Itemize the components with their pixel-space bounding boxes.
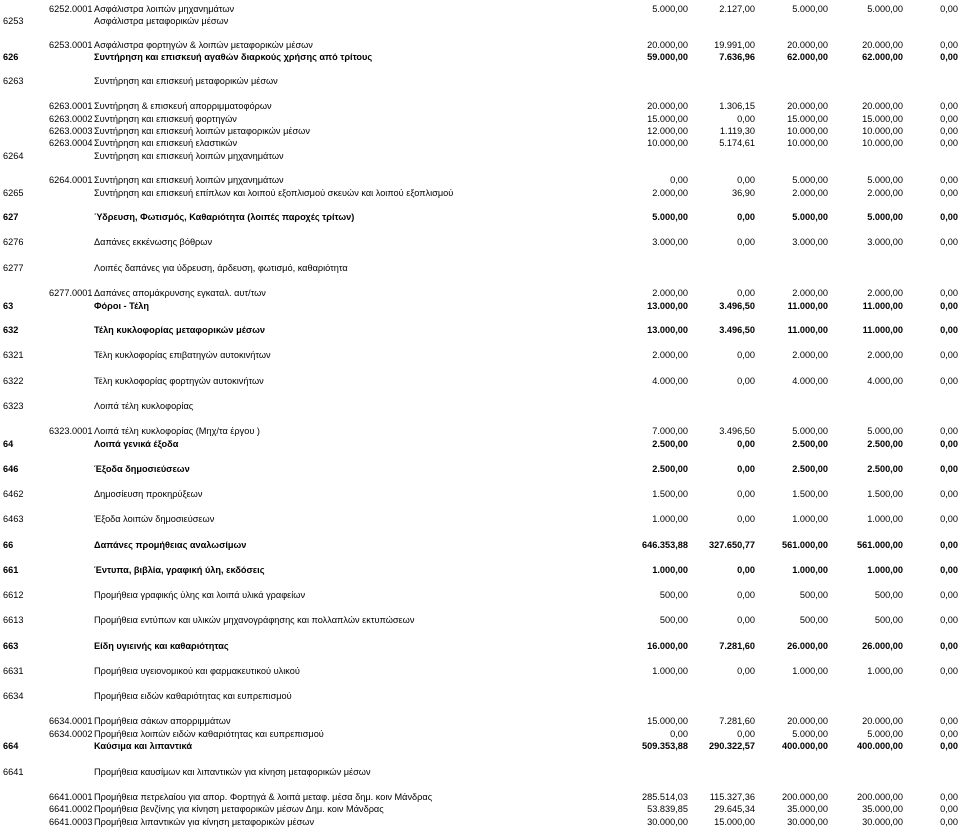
table-row [0, 287, 960, 299]
proposed-value: 1.000,00 [792, 666, 828, 676]
proposed-value: 2.000,00 [792, 288, 828, 298]
budget-value: 500,00 [659, 615, 688, 625]
budget-value: 10.000,00 [647, 138, 688, 148]
table-row [0, 728, 960, 740]
account-description: Καύσιμα και λιπαντικά [94, 741, 192, 751]
table-row [0, 425, 960, 437]
account-code: 664 [3, 741, 19, 751]
spent-value: 7.636,96 [719, 52, 755, 62]
table-row [0, 174, 960, 186]
difference-value: 0,00 [940, 350, 958, 360]
budget-value: 3.000,00 [652, 237, 688, 247]
account-code: 6321 [3, 350, 24, 360]
difference-value: 0,00 [940, 288, 958, 298]
budget-value: 2.000,00 [652, 188, 688, 198]
table-row [0, 113, 960, 125]
subaccount-code: 6264.0001 [49, 175, 93, 185]
spent-value: 0,00 [737, 464, 755, 474]
account-code: 626 [3, 52, 19, 62]
budget-value: 13.000,00 [647, 325, 688, 335]
approved-value: 2.000,00 [867, 188, 903, 198]
difference-value: 0,00 [940, 188, 958, 198]
account-description: Έξοδα δημοσιεύσεων [94, 464, 190, 474]
account-description: Τέλη κυκλοφορίας επιβατηγών αυτοκινήτων [94, 350, 271, 360]
budget-value: 2.000,00 [652, 288, 688, 298]
approved-value: 62.000,00 [862, 52, 903, 62]
difference-value: 0,00 [940, 301, 958, 311]
budget-value: 53.839,85 [647, 804, 688, 814]
table-row [0, 589, 960, 601]
account-code: 6322 [3, 376, 24, 386]
difference-value: 0,00 [940, 212, 958, 222]
proposed-value: 10.000,00 [787, 126, 828, 136]
table-row [0, 690, 960, 702]
approved-value: 3.000,00 [867, 237, 903, 247]
spent-value: 7.281,60 [719, 716, 755, 726]
spent-value: 0,00 [737, 439, 755, 449]
account-description: Προμήθεια λοιπών ειδών καθαριότητας και ευπρεπισμού [94, 729, 324, 739]
table-row [0, 15, 960, 27]
spent-value: 3.496,50 [719, 301, 755, 311]
table-row [0, 236, 960, 248]
account-description: Συντήρηση και επισκευή φορτηγών [94, 114, 237, 124]
budget-value: 16.000,00 [647, 641, 688, 651]
spent-value: 0,00 [737, 615, 755, 625]
account-code: 632 [3, 325, 19, 335]
account-code: 64 [3, 439, 14, 449]
spent-value: 0,00 [737, 565, 755, 575]
spent-value: 15.000,00 [714, 817, 755, 827]
difference-value: 0,00 [940, 792, 958, 802]
approved-value: 1.500,00 [867, 489, 903, 499]
subaccount-code: 6253.0001 [49, 40, 93, 50]
spent-value: 0,00 [737, 590, 755, 600]
account-code: 6634 [3, 691, 24, 701]
subaccount-code: 6263.0002 [49, 114, 93, 124]
budget-value: 15.000,00 [647, 114, 688, 124]
proposed-value: 20.000,00 [787, 716, 828, 726]
account-code: 627 [3, 212, 19, 222]
budget-value: 1.000,00 [652, 514, 688, 524]
table-row [0, 3, 960, 15]
proposed-value: 11.000,00 [787, 301, 828, 311]
spent-value: 327.650,77 [709, 540, 755, 550]
proposed-value: 2.500,00 [792, 439, 828, 449]
budget-value: 500,00 [659, 590, 688, 600]
approved-value: 5.000,00 [867, 175, 903, 185]
budget-value: 13.000,00 [647, 301, 688, 311]
budget-value: 4.000,00 [652, 376, 688, 386]
table-row [0, 715, 960, 727]
table-row [0, 488, 960, 500]
difference-value: 0,00 [940, 426, 958, 436]
table-row [0, 640, 960, 652]
budget-value: 646.353,88 [642, 540, 688, 550]
difference-value: 0,00 [940, 52, 958, 62]
account-code: 6265 [3, 188, 24, 198]
account-description: Προμήθεια πετρελαίου για απορ. Φορτηγά & λοιπά μεταφ. μέσα δημ. κοιν Μάνδρας [94, 792, 433, 802]
approved-value: 20.000,00 [862, 716, 903, 726]
spent-value: 0,00 [737, 666, 755, 676]
account-description: Προμήθεια υγειονομικού και φαρμακευτικού υλικού [94, 666, 300, 676]
budget-value: 5.000,00 [652, 212, 688, 222]
budget-value: 7.000,00 [652, 426, 688, 436]
difference-value: 0,00 [940, 540, 958, 550]
difference-value: 0,00 [940, 565, 958, 575]
subaccount-code: 6252.0001 [49, 4, 93, 14]
approved-value: 2.000,00 [867, 288, 903, 298]
difference-value: 0,00 [940, 237, 958, 247]
account-description: Συντήρηση και επισκευή μεταφορικών μέσων [94, 76, 278, 86]
account-description: Τέλη κυκλοφορίας μεταφορικών μέσων [94, 325, 266, 335]
account-description: Προμήθεια ειδών καθαριότητας και ευπρεπισμού [94, 691, 292, 701]
account-description: Είδη υγιεινής και καθαριότητας [94, 641, 229, 651]
table-row [0, 300, 960, 312]
spent-value: 0,00 [737, 288, 755, 298]
proposed-value: 5.000,00 [792, 729, 828, 739]
approved-value: 4.000,00 [867, 376, 903, 386]
difference-value: 0,00 [940, 729, 958, 739]
spent-value: 1.306,15 [719, 101, 755, 111]
account-code: 6264 [3, 151, 24, 161]
difference-value: 0,00 [940, 126, 958, 136]
difference-value: 0,00 [940, 376, 958, 386]
table-row [0, 150, 960, 162]
account-description: Προμήθεια γραφικής ύλης και λοιπά υλικά γραφείων [94, 590, 306, 600]
approved-value: 20.000,00 [862, 40, 903, 50]
account-description: Έντυπα, βιβλία, γραφική ύλη, εκδόσεις [94, 565, 265, 575]
account-code: 66 [3, 540, 14, 550]
approved-value: 1.000,00 [867, 666, 903, 676]
approved-value: 11.000,00 [862, 301, 903, 311]
account-code: 63 [3, 301, 14, 311]
difference-value: 0,00 [940, 641, 958, 651]
account-description: Δαπάνες προμήθειας αναλωσίμων [94, 540, 247, 550]
difference-value: 0,00 [940, 590, 958, 600]
subaccount-code: 6323.0001 [49, 426, 93, 436]
spent-value: 0,00 [737, 489, 755, 499]
approved-value: 2.500,00 [867, 439, 903, 449]
budget-value: 2.000,00 [652, 350, 688, 360]
spent-value: 36,90 [732, 188, 755, 198]
budget-value: 20.000,00 [647, 101, 688, 111]
table-row [0, 211, 960, 223]
subaccount-code: 6263.0003 [49, 126, 93, 136]
approved-value: 15.000,00 [862, 114, 903, 124]
account-code: 6253 [3, 16, 24, 26]
account-code: 6631 [3, 666, 24, 676]
account-code: 6277 [3, 263, 24, 273]
account-description: Δαπάνες απομάκρυνσης εγκαταλ. αυτ/των [94, 288, 266, 298]
subaccount-code: 6634.0001 [49, 716, 93, 726]
budget-value: 1.000,00 [652, 565, 688, 575]
proposed-value: 20.000,00 [787, 101, 828, 111]
spent-value: 19.991,00 [714, 40, 755, 50]
approved-value: 26.000,00 [862, 641, 903, 651]
spent-value: 0,00 [737, 114, 755, 124]
spent-value: 0,00 [737, 212, 755, 222]
approved-value: 20.000,00 [862, 101, 903, 111]
difference-value: 0,00 [940, 114, 958, 124]
spent-value: 3.496,50 [719, 325, 755, 335]
proposed-value: 30.000,00 [787, 817, 828, 827]
approved-value: 500,00 [874, 615, 903, 625]
proposed-value: 2.500,00 [792, 464, 828, 474]
table-row [0, 400, 960, 412]
account-code: 6641 [3, 767, 24, 777]
proposed-value: 62.000,00 [787, 52, 828, 62]
table-row [0, 75, 960, 87]
spent-value: 5.174,61 [719, 138, 755, 148]
approved-value: 561.000,00 [857, 540, 903, 550]
difference-value: 0,00 [940, 489, 958, 499]
table-row [0, 438, 960, 450]
account-description: Ασφάλιστρα μεταφορικών μέσων [94, 16, 229, 26]
budget-value: 1.000,00 [652, 666, 688, 676]
account-code: 6323 [3, 401, 24, 411]
budget-value: 509.353,88 [642, 741, 688, 751]
table-row [0, 791, 960, 803]
difference-value: 0,00 [940, 666, 958, 676]
subaccount-code: 6641.0001 [49, 792, 93, 802]
approved-value: 5.000,00 [867, 212, 903, 222]
account-description: Ασφάλιστρα φορτηγών & λοιπών μεταφορικών μέσων [94, 40, 313, 50]
account-code: 6462 [3, 489, 24, 499]
budget-value: 20.000,00 [647, 40, 688, 50]
table-row [0, 51, 960, 63]
approved-value: 1.000,00 [867, 514, 903, 524]
account-code: 6276 [3, 237, 24, 247]
account-code: 663 [3, 641, 19, 651]
budget-value: 59.000,00 [647, 52, 688, 62]
proposed-value: 35.000,00 [787, 804, 828, 814]
account-description: Συντήρηση και επισκευή λοιπών μεταφορικών μέσων [94, 126, 310, 136]
approved-value: 10.000,00 [862, 126, 903, 136]
difference-value: 0,00 [940, 439, 958, 449]
account-description: Προμήθεια βενζίνης για κίνηση μεταφορικών μέσων Δημ. κοιν Μάνδρας [94, 804, 384, 814]
table-row [0, 816, 960, 828]
proposed-value: 11.000,00 [787, 325, 828, 335]
difference-value: 0,00 [940, 804, 958, 814]
proposed-value: 5.000,00 [792, 175, 828, 185]
account-description: Προμήθεια λιπαντικών για κίνηση μεταφορικών μέσων [94, 817, 315, 827]
account-description: Συντήρηση και επισκευή λοιπών μηχανημάτων [94, 175, 284, 185]
account-description: Προμήθεια καυσίμων και λιπαντικών για κίνηση μεταφορικών μέσων [94, 767, 371, 777]
table-row [0, 262, 960, 274]
approved-value: 400.000,00 [857, 741, 903, 751]
account-code: 661 [3, 565, 19, 575]
budget-value: 30.000,00 [647, 817, 688, 827]
account-description: Λοιπά τέλη κυκλοφορίας (Μηχ/τα έργου ) [94, 426, 260, 436]
table-row [0, 665, 960, 677]
proposed-value: 20.000,00 [787, 40, 828, 50]
table-row [0, 463, 960, 475]
account-description: Προμήθεια σάκων απορριμμάτων [94, 716, 231, 726]
account-description: Συντήρηση και επισκευή αγαθών διαρκούς χρήσης από τρίτους [94, 52, 373, 62]
difference-value: 0,00 [940, 101, 958, 111]
account-description: Λοιπά γενικά έξοδα [94, 439, 179, 449]
proposed-value: 5.000,00 [792, 4, 828, 14]
difference-value: 0,00 [940, 40, 958, 50]
account-description: Δαπάνες εκκένωσης βόθρων [94, 237, 213, 247]
proposed-value: 15.000,00 [787, 114, 828, 124]
proposed-value: 4.000,00 [792, 376, 828, 386]
account-description: Λοιπές δαπάνες για ύδρευση, άρδευση, φωτισμό, καθαριότητα [94, 263, 348, 273]
proposed-value: 1.500,00 [792, 489, 828, 499]
account-description: Δημοσίευση προκηρύξεων [94, 489, 203, 499]
spent-value: 0,00 [737, 376, 755, 386]
proposed-value: 500,00 [799, 590, 828, 600]
account-description: Ασφάλιστρα λοιπών μηχανημάτων [94, 4, 235, 14]
account-description: Προμήθεια εντύπων και υλικών μηχανογράφησης και πολλαπλών εκτυπώσεων [94, 615, 415, 625]
budget-value: 15.000,00 [647, 716, 688, 726]
difference-value: 0,00 [940, 741, 958, 751]
spent-value: 290.322,57 [709, 741, 755, 751]
proposed-value: 26.000,00 [787, 641, 828, 651]
account-description: Φόροι - Τέλη [94, 301, 149, 311]
spent-value: 7.281,60 [719, 641, 755, 651]
budget-value: 2.500,00 [652, 464, 688, 474]
subaccount-code: 6277.0001 [49, 288, 93, 298]
proposed-value: 200.000,00 [782, 792, 828, 802]
difference-value: 0,00 [940, 716, 958, 726]
spent-value: 1.119,30 [719, 126, 755, 136]
proposed-value: 5.000,00 [792, 212, 828, 222]
subaccount-code: 6641.0002 [49, 804, 93, 814]
account-description: Ύδρευση, Φωτισμός, Καθαριότητα (λοιπές παροχές τρίτων) [94, 212, 355, 222]
account-code: 6613 [3, 615, 24, 625]
account-code: 6463 [3, 514, 24, 524]
difference-value: 0,00 [940, 464, 958, 474]
account-description: Συντήρηση και επισκευή ελαστικών [94, 138, 238, 148]
account-description: Τέλη κυκλοφορίας φορτηγών αυτοκινήτων [94, 376, 264, 386]
spent-value: 0,00 [737, 350, 755, 360]
approved-value: 10.000,00 [862, 138, 903, 148]
approved-value: 1.000,00 [867, 565, 903, 575]
table-row [0, 137, 960, 149]
spent-value: 0,00 [737, 729, 755, 739]
proposed-value: 5.000,00 [792, 426, 828, 436]
approved-value: 500,00 [874, 590, 903, 600]
budget-value: 0,00 [670, 729, 688, 739]
account-description: Έξοδα λοιπών δημοσιεύσεων [94, 514, 215, 524]
proposed-value: 1.000,00 [792, 565, 828, 575]
difference-value: 0,00 [940, 325, 958, 335]
account-code: 6612 [3, 590, 24, 600]
spent-value: 0,00 [737, 237, 755, 247]
proposed-value: 1.000,00 [792, 514, 828, 524]
table-row [0, 539, 960, 551]
table-row [0, 766, 960, 778]
table-row [0, 803, 960, 815]
spent-value: 0,00 [737, 175, 755, 185]
budget-value: 1.500,00 [652, 489, 688, 499]
budget-value: 2.500,00 [652, 439, 688, 449]
approved-value: 5.000,00 [867, 426, 903, 436]
approved-value: 11.000,00 [862, 325, 903, 335]
approved-value: 2.000,00 [867, 350, 903, 360]
spent-value: 0,00 [737, 514, 755, 524]
subaccount-code: 6263.0004 [49, 138, 93, 148]
budget-value: 12.000,00 [647, 126, 688, 136]
subaccount-code: 6634.0002 [49, 729, 93, 739]
spent-value: 3.496,50 [719, 426, 755, 436]
account-description: Συντήρηση και επισκευή λοιπών μηχανημάτων [94, 151, 284, 161]
account-code: 646 [3, 464, 19, 474]
budget-value: 5.000,00 [652, 4, 688, 14]
proposed-value: 400.000,00 [782, 741, 828, 751]
difference-value: 0,00 [940, 615, 958, 625]
proposed-value: 3.000,00 [792, 237, 828, 247]
table-row [0, 614, 960, 626]
proposed-value: 2.000,00 [792, 350, 828, 360]
approved-value: 30.000,00 [862, 817, 903, 827]
approved-value: 5.000,00 [867, 4, 903, 14]
subaccount-code: 6263.0001 [49, 101, 93, 111]
difference-value: 0,00 [940, 175, 958, 185]
budget-value: 285.514,03 [642, 792, 688, 802]
spent-value: 29.645,34 [714, 804, 755, 814]
difference-value: 0,00 [940, 138, 958, 148]
approved-value: 5.000,00 [867, 729, 903, 739]
account-code: 6263 [3, 76, 24, 86]
subaccount-code: 6641.0003 [49, 817, 93, 827]
approved-value: 2.500,00 [867, 464, 903, 474]
proposed-value: 561.000,00 [782, 540, 828, 550]
account-description: Λοιπά τέλη κυκλοφορίας [94, 401, 194, 411]
difference-value: 0,00 [940, 514, 958, 524]
approved-value: 35.000,00 [862, 804, 903, 814]
difference-value: 0,00 [940, 4, 958, 14]
table-row [0, 740, 960, 752]
account-description: Συντήρηση & επισκευή απορριμματοφόρων [94, 101, 272, 111]
budget-value: 0,00 [670, 175, 688, 185]
spent-value: 115.327,36 [709, 792, 755, 802]
table-row [0, 187, 960, 199]
difference-value: 0,00 [940, 817, 958, 827]
table-row [0, 100, 960, 112]
table-row [0, 564, 960, 576]
proposed-value: 500,00 [799, 615, 828, 625]
table-row [0, 375, 960, 387]
approved-value: 200.000,00 [857, 792, 903, 802]
table-row [0, 349, 960, 361]
table-row [0, 324, 960, 336]
table-row [0, 39, 960, 51]
table-row [0, 125, 960, 137]
spent-value: 2.127,00 [719, 4, 755, 14]
account-description: Συντήρηση και επισκευή επίπλων και λοιπού εξοπλισμού σκευών και λοιπού εξοπλισμού [94, 188, 454, 198]
proposed-value: 2.000,00 [792, 188, 828, 198]
proposed-value: 10.000,00 [787, 138, 828, 148]
table-row [0, 513, 960, 525]
